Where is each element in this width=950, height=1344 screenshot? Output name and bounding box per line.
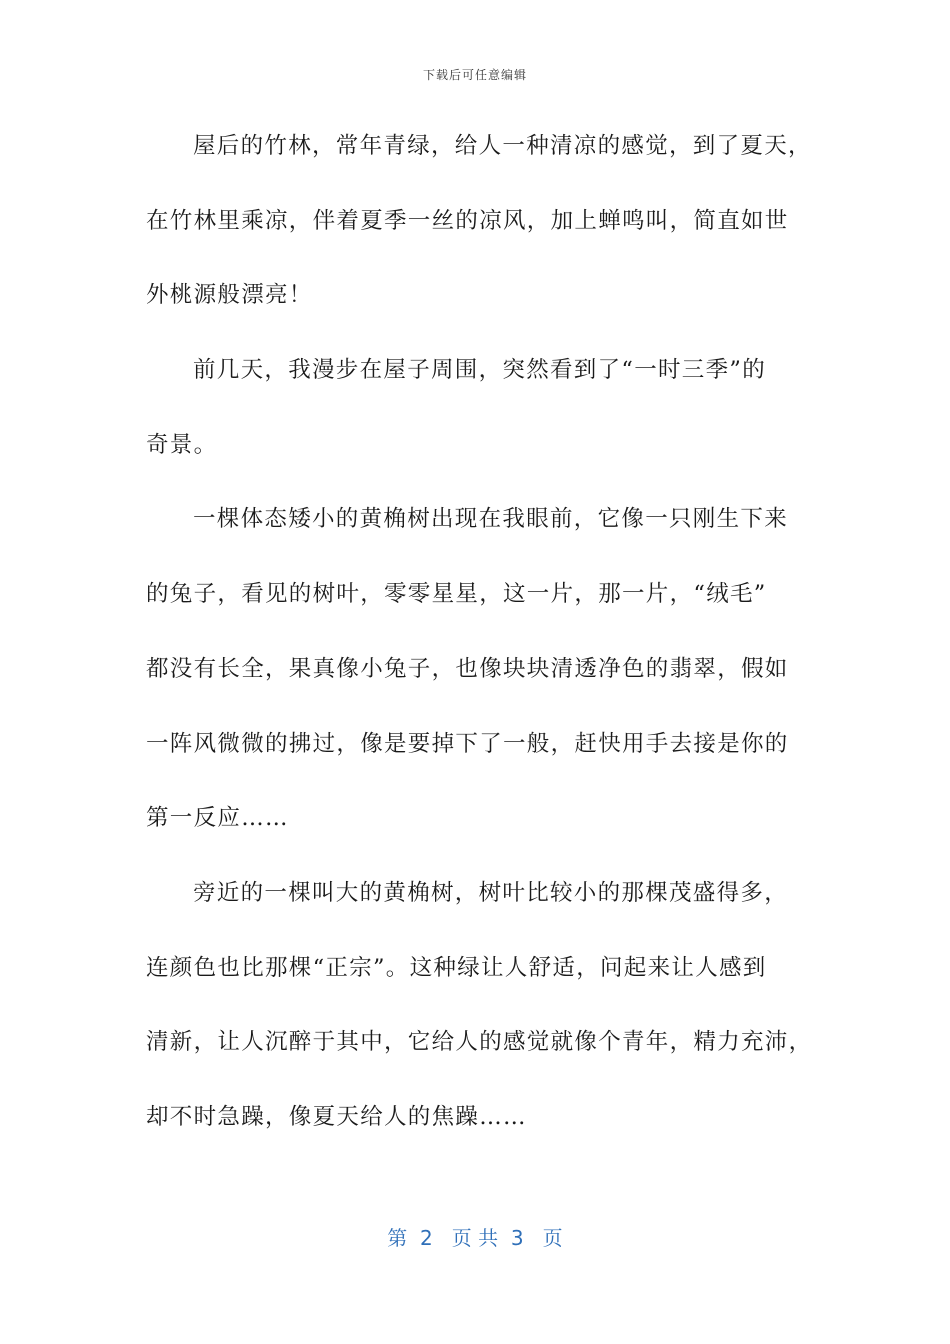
text-line: 屋后的竹林，常年青绿，给人一种清凉的感觉，到了夏天， [193,133,812,159]
text-line: 第一反应…… [146,805,289,832]
text-line: 连颜色也比那棵“正宗”。这种绿让人舒适，问起来让人感到 [146,954,767,981]
text-line: 都没有长全，果真像小兔子，也像块块清透净色的翡翠，假如 [146,655,789,682]
text-line: 一阵风微微的拂过，像是要掉下了一般，赶快用手去接是你的 [146,730,789,757]
text-line: 旁近的一棵叫大的黄桷树，树叶比较小的那棵茂盛得多， [193,879,789,906]
page-header: 下载后可任意编辑 [422,68,527,82]
text-line: 的兔子，看见的树叶，零零星星，这一片，那一片，“绒毛” [146,581,767,608]
text-line: 外桃源般漂亮！ [146,282,313,309]
text-line: 却不时急躁，像夏天给人的焦躁…… [146,1103,527,1130]
text-line: 一棵体态矮小的黄桷树出现在我眼前，它像一只刚生下来 [193,506,789,533]
text-line: 奇景。 [146,431,218,458]
text-line: 前几天，我漫步在屋子周围，突然看到了“一时三季”的 [193,357,767,384]
text-line: 在竹林里乘凉，伴着夏季一丝的凉风，加上蝉鸣叫，简直如世 [146,207,789,234]
text-line: 清新，让人沉醉于其中，它给人的感觉就像个青年，精力充沛， [146,1029,813,1056]
page-number-footer: 第 2 页 共 3 页 [387,1226,563,1250]
document-body [146,122,813,1168]
